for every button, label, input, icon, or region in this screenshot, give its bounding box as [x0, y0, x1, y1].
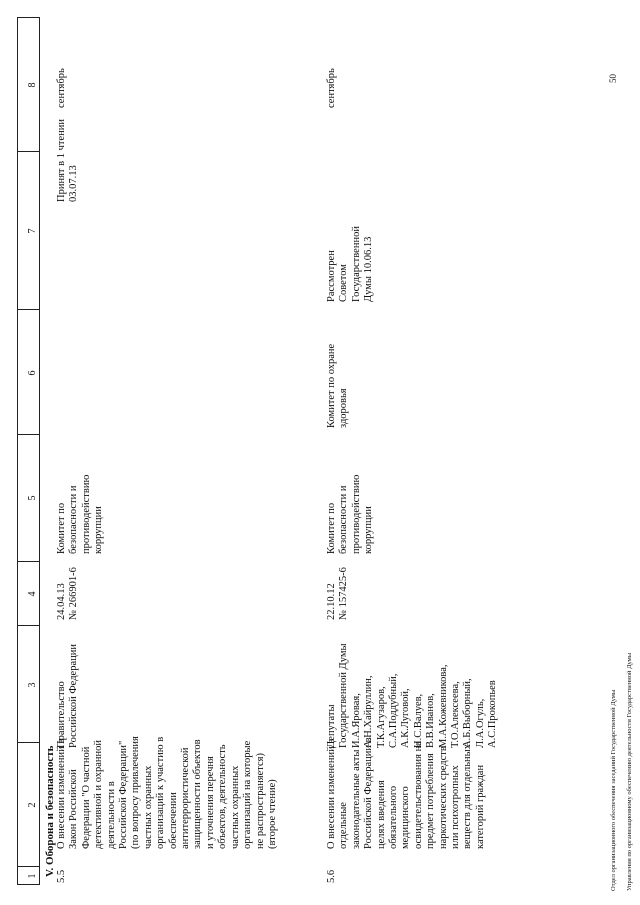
header-divider	[17, 151, 39, 152]
header-divider	[17, 561, 39, 562]
bill-title: О внесении изменений в отдельные законодательные акты Российской Федерации в целях введения обязательного медицинского освидетельствования на предмет потребления наркотических средств или психотропных веществ для отдельных категорий граждан	[326, 737, 486, 849]
scheduled-month: сентябрь	[326, 68, 337, 108]
footer-department	[602, 653, 634, 891]
header-divider	[17, 434, 39, 435]
page-number: 50	[608, 74, 618, 83]
footer-line-1: Отдел организационного обеспечения заседаний Государственной Думы	[610, 689, 617, 891]
bill-registration: 22.10.12 № 157425-6	[326, 567, 350, 620]
bill-author: Депутаты Государственной Думы И.А.Яровая, А.Н.Хайруллин, Т.К.Агузаров, С.А.Поддубный, А.К.Луговой, Н.С.Валуев, В.В.Иванов, М.А.Кожевникова, Т.О.Алексеева, А.Б.Выборный, Л.А.Огуль, А.С.Прокопьев	[326, 643, 499, 748]
section-title: V. Оборона и безопасность	[44, 745, 56, 877]
header-divider	[17, 309, 39, 310]
bill-registration: 24.04.13 № 266901-6	[56, 567, 80, 620]
column-number-8: 8	[27, 82, 38, 88]
responsible-committee: Комитет по безопасности и противодействию коррупции	[326, 474, 375, 554]
row-number: 5.5	[56, 869, 67, 883]
bill-author: Правительство Российской Федерации	[56, 644, 80, 748]
column-number-1: 1	[27, 873, 38, 879]
footer-line-2: Управления по организационному обеспечению деятельности Государственной Думы	[626, 652, 633, 891]
column-number-5: 5	[27, 495, 38, 501]
co-executor-committee: Комитет по охране здоровья	[326, 343, 350, 428]
header-bottom-rule	[39, 17, 40, 885]
bill-status: Рассмотрен Советом Государственной Думы 10.06.13	[326, 226, 375, 302]
table-top-rule	[17, 17, 18, 885]
column-number-7: 7	[27, 228, 38, 234]
column-number-6: 6	[27, 370, 38, 376]
column-number-4: 4	[27, 591, 38, 597]
header-divider	[17, 17, 39, 18]
bill-title: О внесении изменений в Закон Российской Федерации "О частной детективной и охранной деятельности в Российской Федерации" (по вопросу привлечения частных охранных организаций к участию в обеспечении антитеррористической защищенности объектов и уточнения перечня объектов, деятельность частных охранных организаций на которые не распространяется) (второе чтение)	[56, 736, 278, 849]
header-divider	[17, 742, 39, 743]
bill-status: Принят в 1 чтении 03.07.13	[56, 119, 80, 202]
responsible-committee: Комитет по безопасности и противодействию коррупции	[56, 474, 105, 554]
column-number-2: 2	[27, 802, 38, 808]
row-number: 5.6	[326, 869, 337, 883]
column-number-3: 3	[27, 682, 38, 688]
header-divider	[17, 625, 39, 626]
scheduled-month: сентябрь	[56, 68, 67, 108]
